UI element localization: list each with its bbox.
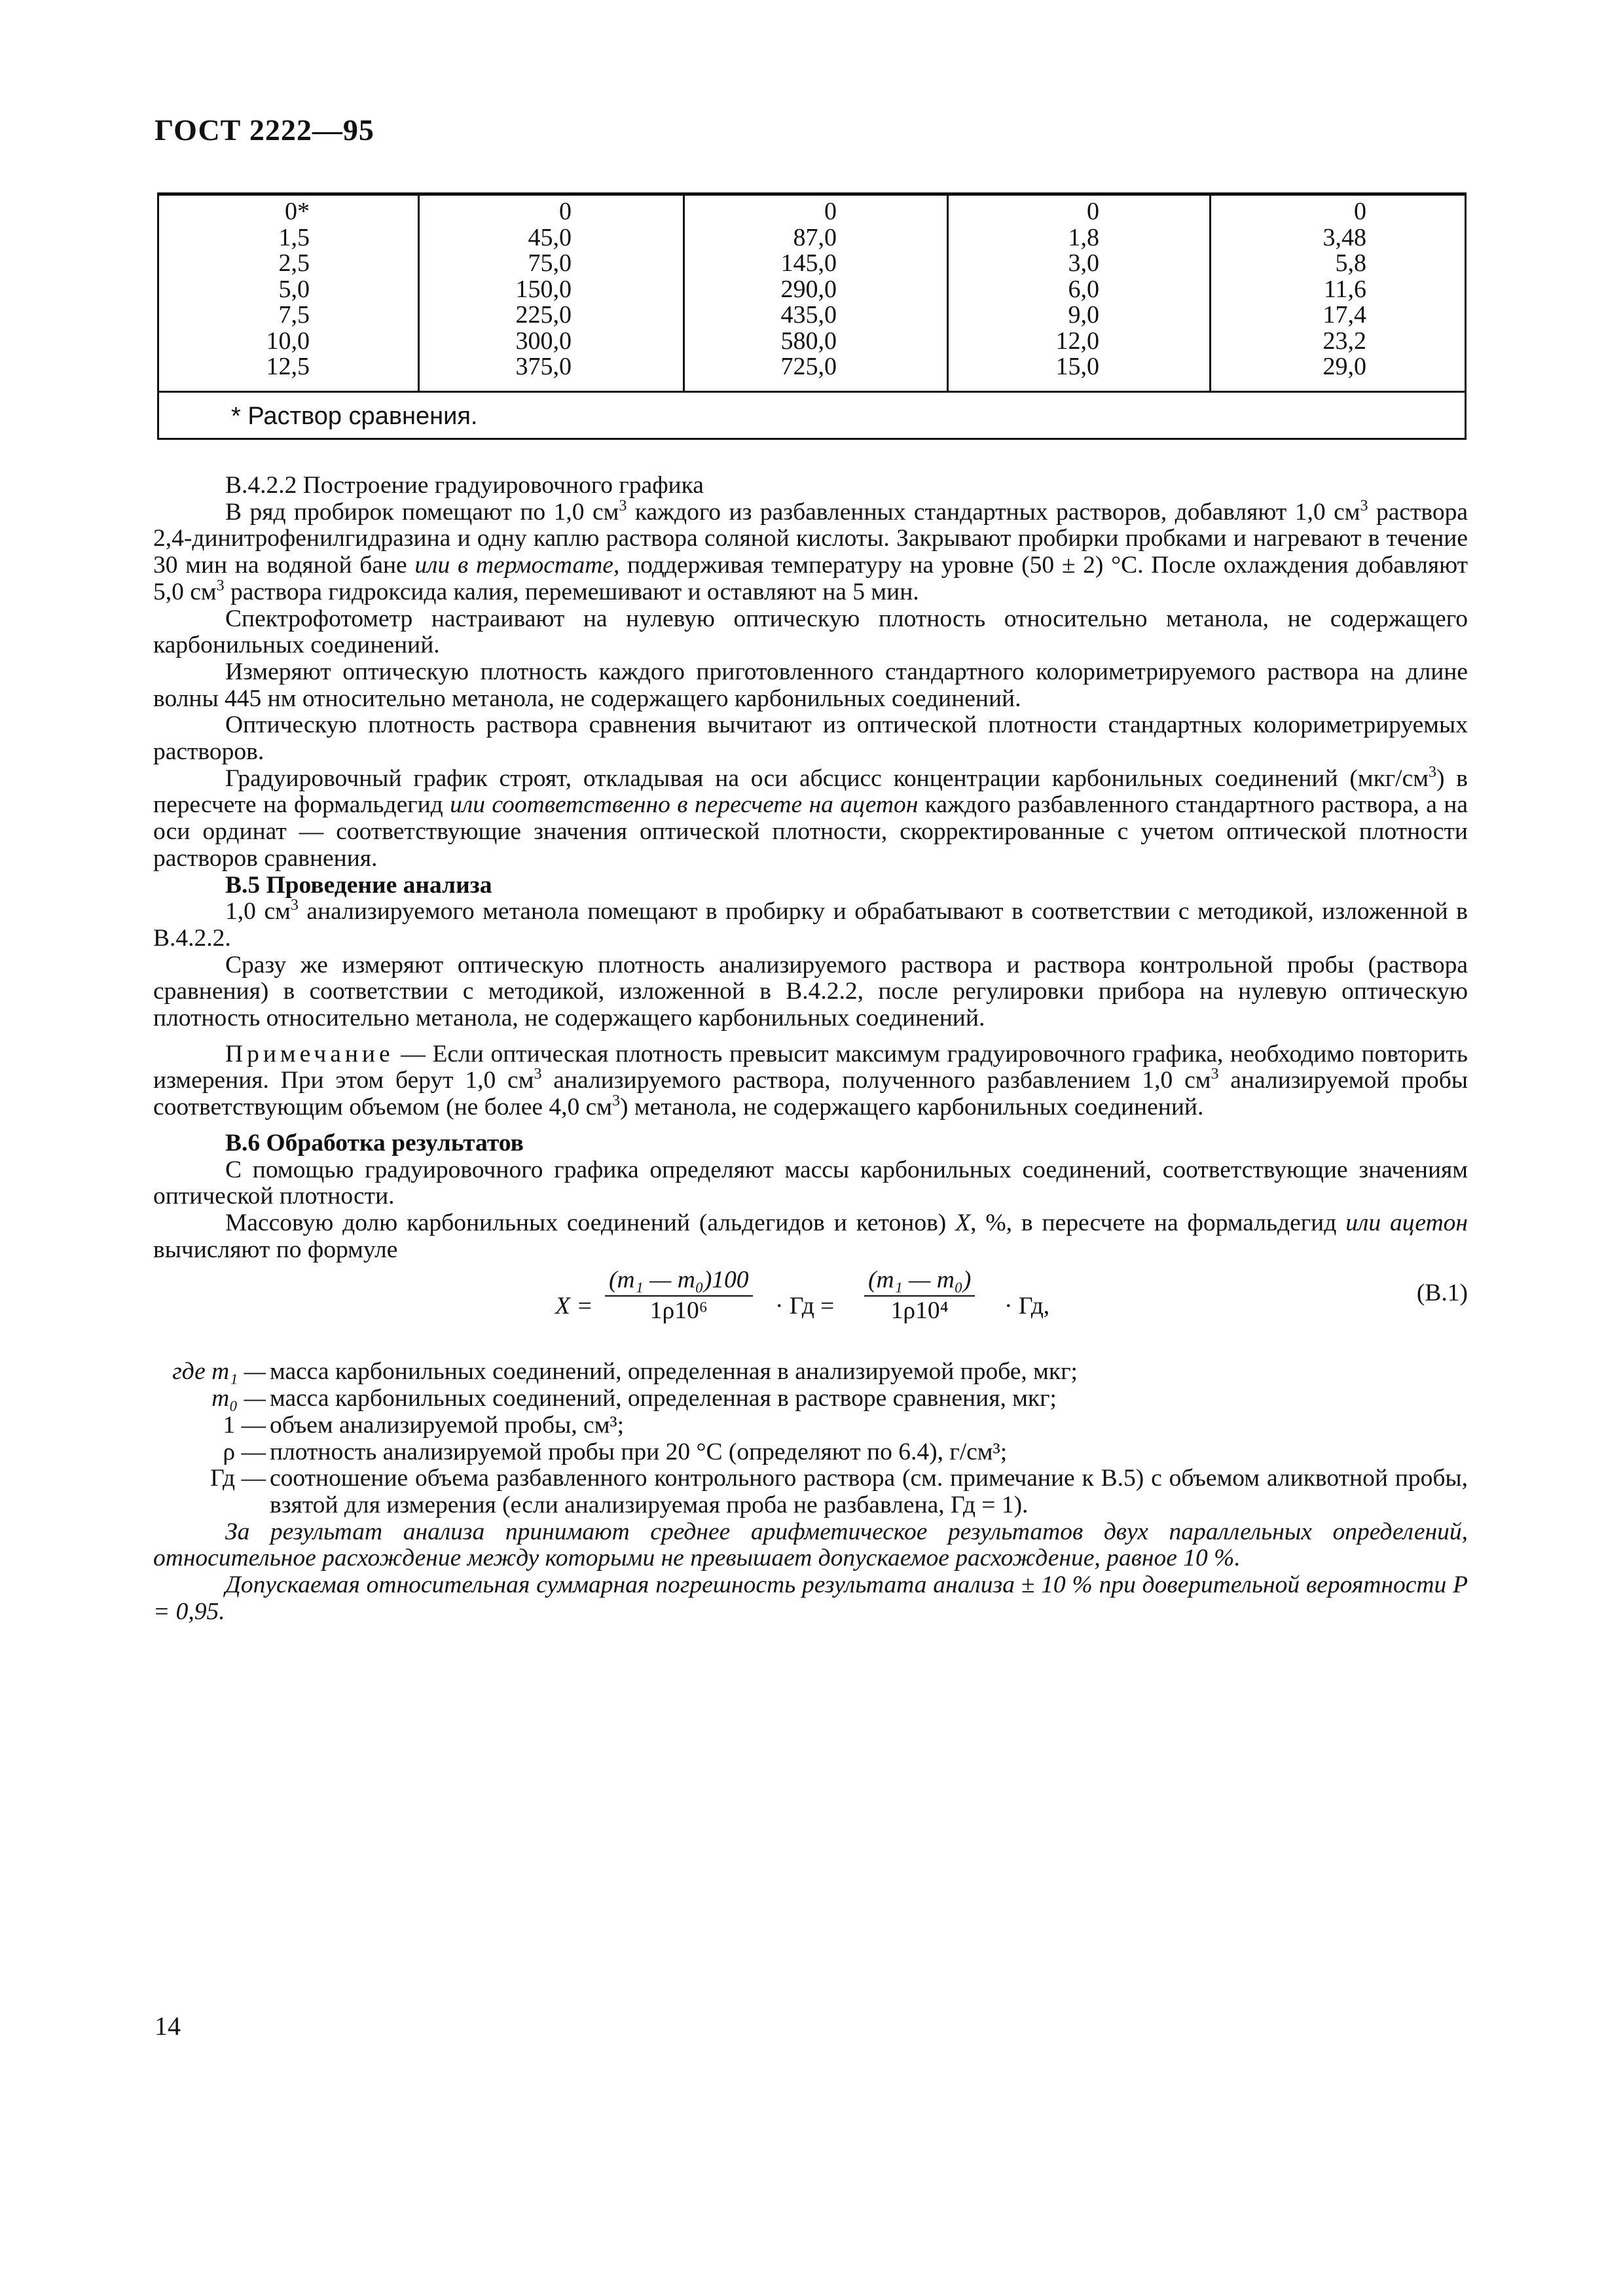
text-run: каждого из разбавленных стандартных растворов, добавляют 1,0 см bbox=[627, 498, 1360, 526]
legend-symbol: 1 — bbox=[223, 1411, 266, 1439]
table-cell: 290,0 bbox=[780, 275, 837, 303]
formula-lhs: X = bbox=[555, 1293, 593, 1320]
document-body bbox=[153, 473, 1468, 1625]
italic-text: X bbox=[955, 1209, 971, 1236]
table-cell: 23,2 bbox=[1322, 327, 1366, 355]
legend-symbol: где m₁ — bbox=[172, 1358, 266, 1386]
table-cell: 0 bbox=[559, 198, 572, 225]
table-cell: 3,0 bbox=[1068, 249, 1099, 277]
section-heading: В.5 Проведение анализа bbox=[225, 871, 492, 899]
text-run: Массовую долю карбонильных соединений (альдегидов и кетонов) bbox=[225, 1209, 956, 1236]
superscript: 3 bbox=[1428, 763, 1436, 781]
table-column bbox=[949, 196, 1211, 391]
text-run: , %, в пересчете на формальдегид bbox=[970, 1209, 1346, 1236]
table-cell: 9,0 bbox=[1068, 301, 1099, 329]
table-cell: 3,48 bbox=[1322, 223, 1366, 251]
column-values bbox=[516, 199, 572, 380]
table-cell: 75,0 bbox=[528, 249, 572, 277]
fraction-numerator: (m₁ — m₀)100 bbox=[605, 1267, 753, 1297]
table-cell: 15,0 bbox=[1055, 353, 1099, 380]
superscript: 3 bbox=[612, 1092, 621, 1110]
legend-text: объем анализируемой пробы, см³; bbox=[270, 1411, 625, 1439]
table-cell: 17,4 bbox=[1322, 301, 1366, 329]
table-column bbox=[685, 196, 949, 391]
table-cell: 12,5 bbox=[266, 353, 310, 380]
legend-row bbox=[153, 1386, 1468, 1412]
table-cell: 435,0 bbox=[780, 301, 837, 329]
legend-text: масса карбонильных соединений, определенная в растворе сравнения, мкг; bbox=[270, 1385, 1057, 1412]
formula-fraction-2 bbox=[864, 1267, 975, 1324]
paragraph bbox=[153, 499, 1468, 606]
text-run: В ряд пробирок помещают по 1,0 см bbox=[225, 498, 619, 526]
text-run: вычисляют по формуле bbox=[153, 1236, 398, 1263]
error-paragraph: Допускаемая относительная суммарная погрешность результата анализа ± 10 % при доверительной вероятности P = 0,95. bbox=[153, 1571, 1468, 1625]
table-cell: 150,0 bbox=[515, 275, 572, 303]
text-run: раствора гидроксида калия, перемешивают и оставляют на 5 мин. bbox=[224, 578, 919, 605]
column-values bbox=[781, 199, 837, 380]
table-cell: 580,0 bbox=[780, 327, 837, 355]
text-run: раствора 2,4-динитрофенилгидразина и одну каплю раствора соляной кислоты. Закрывают пробирки пробками и нагревают в течение 30 мин на водяной бане bbox=[153, 498, 1468, 579]
superscript: 3 bbox=[290, 897, 299, 914]
table-cell: 45,0 bbox=[528, 223, 572, 251]
formula-legend bbox=[153, 1359, 1468, 1518]
fraction-denominator: 1ρ10⁴ bbox=[890, 1297, 949, 1325]
text-run: ) метанола, не содержащего карбонильных соединений. bbox=[620, 1094, 1204, 1121]
table-cell: 0 bbox=[1354, 198, 1366, 225]
superscript: 3 bbox=[216, 577, 225, 594]
document-header: ГОСТ 2222—95 bbox=[155, 113, 374, 147]
superscript: 3 bbox=[1360, 497, 1368, 514]
table-cell: 1,5 bbox=[278, 223, 310, 251]
result-paragraph: За результат анализа принимают среднее арифметическое результатов двух параллельных определений, относительное расхождение между которыми не превышает допускаемое расхождение, равное 10 %. bbox=[153, 1518, 1468, 1572]
text-run: анализируемого метанола помещают в пробирку и обрабатывают в соответствии с методикой, изложенной в В.4.2.2. bbox=[153, 898, 1468, 952]
legend-row bbox=[153, 1359, 1468, 1386]
legend-symbol: Гд — bbox=[210, 1465, 266, 1492]
page-number: 14 bbox=[155, 2011, 181, 2041]
paragraph: Спектрофотометр настраивают на нулевую оптическую плотность относительно метанола, не содержащего карбонильных соединений. bbox=[153, 605, 1468, 659]
legend-text: масса карбонильных соединений, определенная в анализируемой пробе, мкг; bbox=[270, 1358, 1078, 1386]
table-column bbox=[1211, 196, 1465, 391]
section-heading: В.4.2.2 Построение градуировочного графика bbox=[225, 472, 704, 499]
superscript: 3 bbox=[534, 1066, 542, 1083]
paragraph: Оптическую плотность раствора сравнения вычитают из оптической плотности стандартных колориметрируемых растворов. bbox=[153, 711, 1468, 766]
formula-number: (В.1) bbox=[1416, 1280, 1468, 1307]
italic-text: или в термостате, bbox=[414, 552, 620, 579]
table-cell: 10,0 bbox=[266, 327, 310, 355]
table-cell: 725,0 bbox=[780, 353, 837, 380]
note-label: Примечание bbox=[225, 1040, 394, 1067]
section-heading: В.6 Обработка результатов bbox=[225, 1129, 524, 1157]
table-column bbox=[159, 196, 420, 391]
italic-text: или соответственно в пересчете на ацетон bbox=[450, 791, 919, 819]
text-run: ) в пересчете на формальдегид bbox=[153, 764, 1468, 819]
table-cell: 1,8 bbox=[1068, 223, 1099, 251]
paragraph: Измеряют оптическую плотность каждого приготовленного стандартного колориметрируемого раствора на длине волны 445 нм относительно метанола, не содержащего карбонильных соединений. bbox=[153, 658, 1468, 712]
table-cell: 375,0 bbox=[515, 353, 572, 380]
legend-symbol: m₀ — bbox=[211, 1385, 266, 1412]
table-cell: 6,0 bbox=[1068, 275, 1099, 303]
paragraph: Сразу же измеряют оптическую плотность анализируемого раствора и раствора контрольной пробы (раствора сравнения) в соответствии с методикой, изложенной в В.4.2.2, после регулировки прибора на нулевую оптическую плотность относительно метанола, не содержащего карбонильных соединений. bbox=[153, 951, 1468, 1032]
legend-row bbox=[153, 1439, 1468, 1466]
table-cell: 87,0 bbox=[793, 223, 837, 251]
formula-middle: · Гд = bbox=[775, 1293, 835, 1320]
text-run: — Если оптическая плотность превысит максимум градуировочного графика, необходимо повторить измерения. При этом берут 1,0 см bbox=[153, 1040, 1468, 1094]
legend-symbol: ρ — bbox=[223, 1438, 266, 1465]
table-footnote: * Раствор сравнения. bbox=[231, 403, 478, 430]
table-cell: 225,0 bbox=[515, 301, 572, 329]
calibration-table bbox=[157, 192, 1467, 440]
formula-fraction-1 bbox=[605, 1267, 753, 1324]
formula-tail: · Гд, bbox=[1004, 1293, 1050, 1320]
text-run: анализируемой пробы соответствующим объемом (не более 4,0 см bbox=[153, 1067, 1468, 1121]
table-cell: 0* bbox=[285, 198, 310, 225]
table-cell: 5,0 bbox=[278, 275, 310, 303]
note-paragraph bbox=[153, 1041, 1468, 1121]
paragraph bbox=[153, 1210, 1468, 1263]
text-run: поддерживая температуру на уровне (50 ± 2) °С. После охлаждения добавляют 5,0 см bbox=[153, 552, 1468, 605]
table-body bbox=[159, 196, 1465, 393]
superscript: 3 bbox=[619, 497, 627, 514]
formula-b1 bbox=[153, 1267, 1468, 1352]
column-values bbox=[1056, 199, 1100, 380]
table-cell: 0 bbox=[824, 198, 837, 225]
table-cell: 0 bbox=[1087, 198, 1099, 225]
paragraph: С помощью градуировочного графика определяют массы карбонильных соединений, соответствующие значениям оптической плотности. bbox=[153, 1156, 1468, 1210]
text-run: Градуировочный график строят, откладывая на оси абсцисс концентрации карбонильных соединений (мкг/см bbox=[225, 764, 1429, 792]
paragraph bbox=[153, 763, 1468, 872]
legend-row bbox=[153, 1412, 1468, 1439]
table-cell: 12,0 bbox=[1055, 327, 1099, 355]
table-column bbox=[420, 196, 685, 391]
legend-text: плотность анализируемой пробы при 20 °С (определяют по 6.4), г/см³; bbox=[270, 1438, 1008, 1465]
legend-row bbox=[153, 1465, 1468, 1518]
text-run: каждого разбавленного стандартного раствора, а на оси ординат — соответствующие значения оптической плотности, скорректированные с учетом оптической плотности растворов сравнения. bbox=[153, 791, 1468, 872]
table-cell: 2,5 bbox=[278, 249, 310, 277]
table-cell: 29,0 bbox=[1322, 353, 1366, 380]
fraction-denominator: 1ρ10⁶ bbox=[649, 1297, 708, 1325]
text-run: 1,0 см bbox=[225, 898, 291, 925]
paragraph bbox=[153, 899, 1468, 952]
table-cell: 7,5 bbox=[278, 301, 310, 329]
table-cell: 145,0 bbox=[780, 249, 837, 277]
table-cell: 300,0 bbox=[515, 327, 572, 355]
legend-text: соотношение объема разбавленного контрольного раствора (см. примечание к В.5) с объемом аликвотной пробы, взятой для измерения (если анализируемая проба не разбавлена, Гд = 1). bbox=[270, 1465, 1468, 1518]
table-cell: 5,8 bbox=[1335, 249, 1366, 277]
column-values bbox=[1323, 199, 1367, 380]
text-run: анализируемого раствора, полученного разбавлением 1,0 см bbox=[541, 1067, 1211, 1094]
table-cell: 11,6 bbox=[1323, 275, 1366, 303]
column-values bbox=[266, 199, 310, 380]
fraction-numerator: (m₁ — m₀) bbox=[864, 1267, 975, 1297]
superscript: 3 bbox=[1211, 1066, 1219, 1083]
italic-text: или ацетон bbox=[1345, 1209, 1468, 1236]
